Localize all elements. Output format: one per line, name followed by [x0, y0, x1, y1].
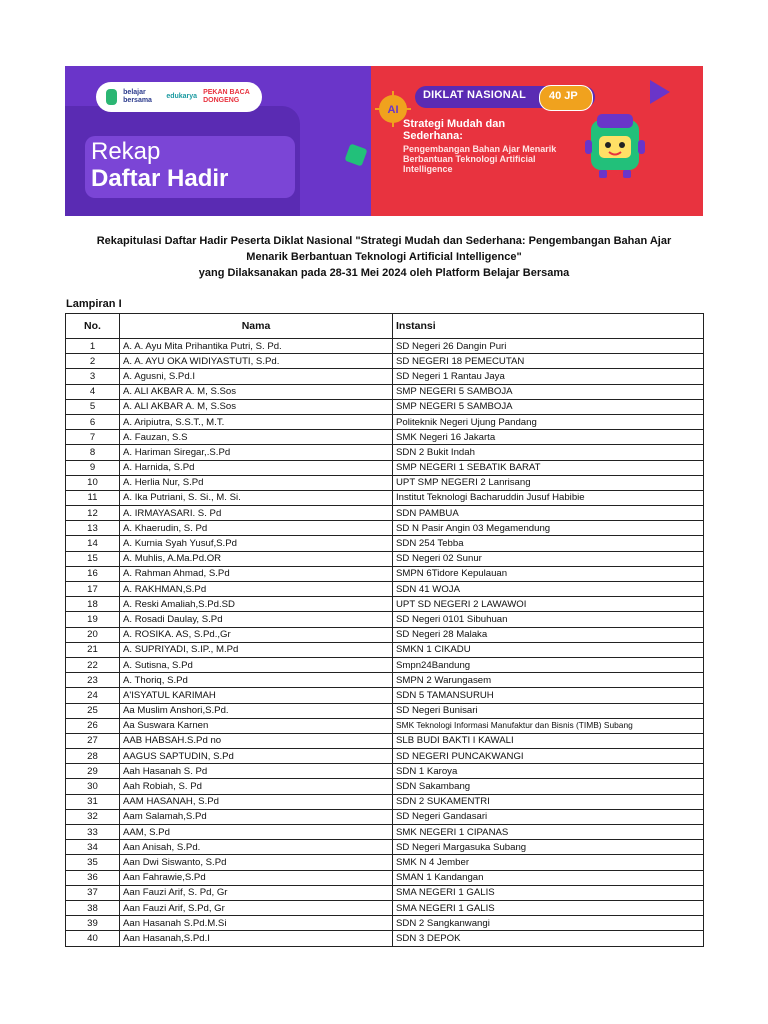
- row-instansi: SMA NEGERI 1 GALIS: [393, 885, 704, 900]
- partner-logos: [96, 82, 262, 112]
- row-instansi: SDN 2 Sangkanwangi: [393, 916, 704, 931]
- heading-line-3: yang Dilaksanakan pada 28-31 Mei 2024 oleh Platform Belajar Bersama: [198, 267, 570, 279]
- row-nama: A. Khaerudin, S. Pd: [120, 521, 393, 536]
- header-nama: Nama: [120, 314, 393, 339]
- play-icon: [650, 80, 670, 104]
- row-nama: A. ROSIKA. AS, S.Pd.,Gr: [120, 627, 393, 642]
- table-row: [66, 870, 704, 885]
- table-row: [66, 673, 704, 688]
- jp-label: 40 JP: [549, 90, 578, 102]
- table-row: [66, 460, 704, 475]
- row-no: 3: [66, 369, 120, 384]
- row-instansi: SDN 3 DEPOK: [393, 931, 704, 946]
- pekan-baca-logo: PEKAN BACA DONGENG: [203, 89, 250, 104]
- row-instansi: SD Negeri 26 Dangin Puri: [393, 339, 704, 354]
- table-row: [66, 384, 704, 399]
- table-row: [66, 642, 704, 657]
- row-no: 1: [66, 339, 120, 354]
- row-nama: Aan Fahrawie,S.Pd: [120, 870, 393, 885]
- row-instansi: SDN 254 Tebba: [393, 536, 704, 551]
- row-instansi: SD N Pasir Angin 03 Megamendung: [393, 521, 704, 536]
- table-row: [66, 840, 704, 855]
- row-no: 14: [66, 536, 120, 551]
- row-no: 13: [66, 521, 120, 536]
- table-row: [66, 718, 704, 733]
- row-nama: A. Sutisna, S.Pd: [120, 657, 393, 672]
- row-nama: A. Thoriq, S.Pd: [120, 673, 393, 688]
- row-instansi: SD Negeri Gandasari: [393, 809, 704, 824]
- robot-mascot-icon: [585, 110, 645, 180]
- table-row: [66, 931, 704, 946]
- row-no: 34: [66, 840, 120, 855]
- row-no: 7: [66, 430, 120, 445]
- row-nama: A'ISYATUL KARIMAH: [120, 688, 393, 703]
- row-instansi: SMP NEGERI 5 SAMBOJA: [393, 399, 704, 414]
- table-row: [66, 521, 704, 536]
- table-row: [66, 916, 704, 931]
- table-row: [66, 900, 704, 915]
- row-instansi: SMPN 6Tidore Kepulauan: [393, 566, 704, 581]
- rekap-title-line2: Daftar Hadir: [91, 165, 229, 192]
- banner-subtitle: Pengembangan Bahan Ajar Menarik Berbantuan Teknologi Artificial Intelligence: [403, 144, 557, 174]
- row-instansi: SMK NEGERI 1 CIPANAS: [393, 825, 704, 840]
- row-no: 12: [66, 506, 120, 521]
- table-row: [66, 369, 704, 384]
- row-nama: AAGUS SAPTUDIN, S.Pd: [120, 749, 393, 764]
- row-no: 30: [66, 779, 120, 794]
- row-no: 24: [66, 688, 120, 703]
- row-instansi: SD NEGERI PUNCAKWANGI: [393, 749, 704, 764]
- row-nama: AAB HABSAH.S.Pd no: [120, 733, 393, 748]
- row-no: 38: [66, 900, 120, 915]
- row-no: 16: [66, 566, 120, 581]
- row-instansi: SD NEGERI 18 PEMECUTAN: [393, 354, 704, 369]
- edukarya-logo: edukarya: [166, 93, 198, 100]
- row-instansi: SMKN 1 CIKADU: [393, 642, 704, 657]
- document-heading: [64, 233, 704, 281]
- table-row: [66, 354, 704, 369]
- row-nama: A. ALI AKBAR A. M, S.Sos: [120, 384, 393, 399]
- header-instansi: Instansi: [393, 314, 704, 339]
- row-nama: A. Kurnia Syah Yusuf,S.Pd: [120, 536, 393, 551]
- row-no: 10: [66, 475, 120, 490]
- row-nama: Aan Hasanah S.Pd.M.Si: [120, 916, 393, 931]
- row-nama: A. SUPRIYADI, S.IP., M.Pd: [120, 642, 393, 657]
- row-instansi: SMA NEGERI 1 GALIS: [393, 900, 704, 915]
- row-nama: A. A. AYU OKA WIDIYASTUTI, S.Pd.: [120, 354, 393, 369]
- table-row: [66, 475, 704, 490]
- table-row: [66, 339, 704, 354]
- row-instansi: SD Negeri Bunisari: [393, 703, 704, 718]
- row-no: 28: [66, 749, 120, 764]
- table-row: [66, 779, 704, 794]
- table-row: [66, 733, 704, 748]
- row-nama: AAM HASANAH, S.Pd: [120, 794, 393, 809]
- row-instansi: SD Negeri 0101 Sibuhuan: [393, 612, 704, 627]
- row-instansi: SMK N 4 Jember: [393, 855, 704, 870]
- table-row: [66, 825, 704, 840]
- row-nama: Aa Muslim Anshori,S.Pd.: [120, 703, 393, 718]
- ai-badge-label: AI: [387, 104, 399, 116]
- row-instansi: Politeknik Negeri Ujung Pandang: [393, 414, 704, 429]
- row-instansi: SDN Sakambang: [393, 779, 704, 794]
- table-row: [66, 749, 704, 764]
- row-instansi: UPT SMP NEGERI 2 Lanrisang: [393, 475, 704, 490]
- row-instansi: SDN 2 Bukit Indah: [393, 445, 704, 460]
- row-no: 22: [66, 657, 120, 672]
- heading-line-2: Menarik Berbantuan Teknologi Artificial Intelligence": [246, 251, 522, 263]
- table-row: [66, 764, 704, 779]
- row-instansi: SDN 2 SUKAMENTRI: [393, 794, 704, 809]
- table-row: [66, 445, 704, 460]
- row-no: 20: [66, 627, 120, 642]
- row-no: 15: [66, 551, 120, 566]
- table-row: [66, 855, 704, 870]
- row-no: 27: [66, 733, 120, 748]
- table-row: [66, 688, 704, 703]
- table-row: [66, 536, 704, 551]
- table-row: [66, 399, 704, 414]
- row-nama: A. ALI AKBAR A. M, S.Sos: [120, 399, 393, 414]
- heading-line-1: Rekapitulasi Daftar Hadir Peserta Diklat Nasional "Strategi Mudah dan Sederhana: Pengembangan Bahan Ajar: [96, 235, 672, 247]
- row-no: 9: [66, 460, 120, 475]
- row-instansi: SDN 41 WOJA: [393, 582, 704, 597]
- table-row: [66, 657, 704, 672]
- table-row: [66, 582, 704, 597]
- table-row: [66, 794, 704, 809]
- row-no: 5: [66, 399, 120, 414]
- row-instansi: SMP NEGERI 5 SAMBOJA: [393, 384, 704, 399]
- row-no: 32: [66, 809, 120, 824]
- row-nama: Aam Salamah,S.Pd: [120, 809, 393, 824]
- row-instansi: SMP NEGERI 1 SEBATIK BARAT: [393, 460, 704, 475]
- attendance-table: [65, 313, 704, 947]
- table-row: [66, 809, 704, 824]
- row-instansi: SMK Negeri 16 Jakarta: [393, 430, 704, 445]
- row-nama: Aan Dwi Siswanto, S.Pd: [120, 855, 393, 870]
- row-nama: A. Herlia Nur, S.Pd: [120, 475, 393, 490]
- table-row: [66, 414, 704, 429]
- row-nama: A. IRMAYASARI. S. Pd: [120, 506, 393, 521]
- row-nama: Aan Fauzi Arif, S.Pd, Gr: [120, 900, 393, 915]
- banner-strategi-title: Strategi Mudah dan Sederhana:: [403, 118, 506, 142]
- row-no: 39: [66, 916, 120, 931]
- row-no: 11: [66, 490, 120, 505]
- row-no: 33: [66, 825, 120, 840]
- row-nama: Aan Anisah, S.Pd.: [120, 840, 393, 855]
- row-nama: AAM, S.Pd: [120, 825, 393, 840]
- row-instansi: SD Negeri 1 Rantau Jaya: [393, 369, 704, 384]
- row-no: 25: [66, 703, 120, 718]
- row-no: 8: [66, 445, 120, 460]
- table-row: [66, 506, 704, 521]
- row-nama: A. Reski Amaliah,S.Pd.SD: [120, 597, 393, 612]
- row-no: 17: [66, 582, 120, 597]
- table-row: [66, 612, 704, 627]
- row-instansi: Institut Teknologi Bacharuddin Jusuf Habibie: [393, 490, 704, 505]
- table-row: [66, 566, 704, 581]
- row-instansi: SD Negeri Margasuka Subang: [393, 840, 704, 855]
- row-nama: Aan Fauzi Arif, S. Pd, Gr: [120, 885, 393, 900]
- row-instansi: SDN 1 Karoya: [393, 764, 704, 779]
- table-row: [66, 490, 704, 505]
- row-no: 29: [66, 764, 120, 779]
- header-banner: [65, 66, 703, 216]
- row-no: 6: [66, 414, 120, 429]
- row-nama: A. Muhlis, A.Ma.Pd.OR: [120, 551, 393, 566]
- table-body: [66, 339, 704, 947]
- row-no: 4: [66, 384, 120, 399]
- diklat-label: DIKLAT NASIONAL: [423, 89, 527, 101]
- row-no: 2: [66, 354, 120, 369]
- row-nama: A. Rosadi Daulay, S.Pd: [120, 612, 393, 627]
- table-row: [66, 430, 704, 445]
- table-row: [66, 551, 704, 566]
- row-nama: A. Agusni, S.Pd.I: [120, 369, 393, 384]
- row-nama: A. Rahman Ahmad, S.Pd: [120, 566, 393, 581]
- row-nama: Aa Suswara Karnen: [120, 718, 393, 733]
- row-no: 23: [66, 673, 120, 688]
- row-instansi: Smpn24Bandung: [393, 657, 704, 672]
- belajar-bersama-logo: belajar bersama: [123, 89, 152, 104]
- row-no: 18: [66, 597, 120, 612]
- row-instansi: SD Negeri 02 Sunur: [393, 551, 704, 566]
- row-nama: Aah Robiah, S. Pd: [120, 779, 393, 794]
- lampiran-label: Lampiran I: [66, 298, 122, 310]
- row-no: 40: [66, 931, 120, 946]
- row-nama: Aah Hasanah S. Pd: [120, 764, 393, 779]
- row-no: 35: [66, 855, 120, 870]
- row-nama: A. Ika Putriani, S. Si., M. Si.: [120, 490, 393, 505]
- row-nama: A. Fauzan, S.S: [120, 430, 393, 445]
- row-no: 26: [66, 718, 120, 733]
- row-instansi: UPT SD NEGERI 2 LAWAWOI: [393, 597, 704, 612]
- row-instansi: SMK Teknologi Informasi Manufaktur dan Bisnis (TIMB) Subang: [393, 718, 704, 733]
- row-no: 37: [66, 885, 120, 900]
- row-nama: A. Aripiutra, S.S.T., M.T.: [120, 414, 393, 429]
- row-nama: A. Harnida, S.Pd: [120, 460, 393, 475]
- header-no: No.: [66, 314, 120, 339]
- row-instansi: SDN 5 TAMANSURUH: [393, 688, 704, 703]
- row-no: 21: [66, 642, 120, 657]
- table-row: [66, 597, 704, 612]
- table-row: [66, 885, 704, 900]
- belajar-bersama-logo-icon: [106, 89, 117, 105]
- row-nama: A. Hariman Siregar,.S.Pd: [120, 445, 393, 460]
- row-no: 31: [66, 794, 120, 809]
- row-instansi: SMPN 2 Warungasem: [393, 673, 704, 688]
- row-no: 19: [66, 612, 120, 627]
- rekap-title-line1: Rekap: [91, 138, 161, 165]
- row-instansi: SMAN 1 Kandangan: [393, 870, 704, 885]
- row-instansi: SD Negeri 28 Malaka: [393, 627, 704, 642]
- table-row: [66, 703, 704, 718]
- row-instansi: SDN PAMBUA: [393, 506, 704, 521]
- table-header-row: [66, 314, 704, 339]
- row-nama: A. RAKHMAN,S.Pd: [120, 582, 393, 597]
- row-nama: Aan Hasanah,S.Pd.I: [120, 931, 393, 946]
- row-instansi: SLB BUDI BAKTI I KAWALI: [393, 733, 704, 748]
- table-row: [66, 627, 704, 642]
- row-nama: A. A. Ayu Mita Prihantika Putri, S. Pd.: [120, 339, 393, 354]
- row-no: 36: [66, 870, 120, 885]
